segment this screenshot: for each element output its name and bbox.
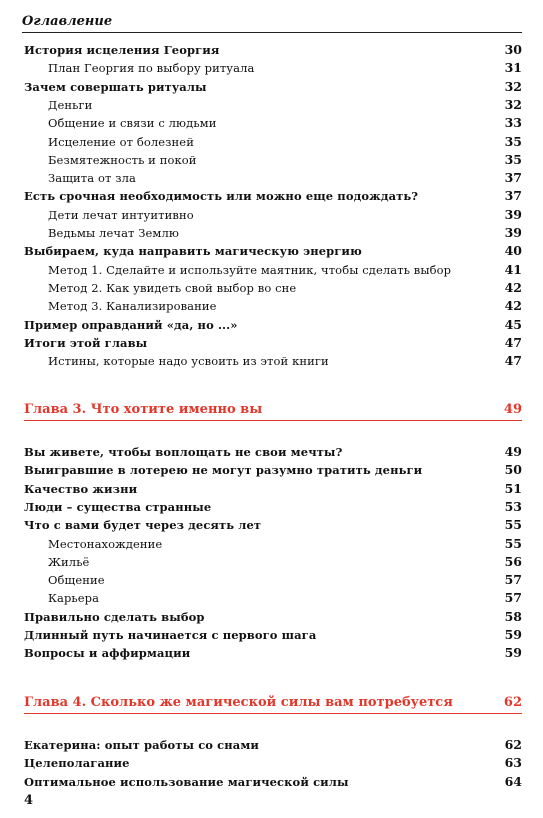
toc-entry-label: Целеполагание (24, 756, 130, 771)
toc-entry-page: 58 (504, 608, 522, 624)
toc-entry-page: 42 (504, 298, 522, 314)
toc-entry-label: История исцеления Георгия (24, 43, 220, 57)
toc-entry-label: Истины, которые надо усвоить из этой книги (48, 354, 329, 369)
toc-entry[interactable] (24, 626, 522, 644)
toc-entry[interactable] (24, 41, 522, 59)
chapter-page: 62 (503, 695, 522, 710)
toc-subentry[interactable] (48, 571, 522, 589)
toc-entry-page: 50 (504, 462, 522, 478)
toc-entry-label: Зачем совершать ритуалы (24, 79, 207, 94)
toc-entry-page: 57 (504, 590, 522, 606)
toc-subentry[interactable] (48, 151, 522, 169)
toc-entry-label: Жильё (48, 554, 90, 569)
toc-header (22, 10, 522, 33)
page-number: 4 (24, 793, 34, 808)
toc-entry[interactable] (24, 334, 522, 352)
toc-entry-page: 57 (504, 572, 522, 588)
toc-entry-label: Пример оправданий «да, но ...» (24, 317, 238, 332)
toc-entry-label: Общение (48, 573, 105, 588)
toc-entry-page: 51 (504, 480, 522, 496)
toc-subentry[interactable] (48, 279, 522, 297)
toc-entry-label: Выбираем, куда направить магическую энергию (24, 244, 362, 259)
toc-entry[interactable] (24, 461, 522, 479)
toc-entry-page: 31 (504, 60, 522, 76)
toc-entry-page: 55 (504, 535, 522, 551)
toc-entry-label: Качество жизни (24, 481, 138, 496)
toc-entry-page: 49 (504, 444, 522, 459)
toc-subentry[interactable] (48, 114, 522, 132)
toc-entry-page: 63 (504, 755, 522, 771)
toc-entry[interactable] (24, 736, 522, 754)
toc-entry[interactable] (24, 242, 522, 260)
toc-subentry[interactable] (48, 553, 522, 571)
toc-subentry[interactable] (48, 261, 522, 279)
chapter-page: 49 (503, 402, 522, 417)
toc-entry-page: 37 (504, 188, 522, 204)
toc-entry-label: Люди – существа странные (24, 499, 212, 514)
toc-subentry[interactable] (48, 535, 522, 553)
toc-entry-page: 35 (504, 133, 522, 149)
toc-subentry[interactable] (48, 59, 522, 77)
toc-entry[interactable] (24, 516, 522, 534)
toc-entry-page: 55 (504, 517, 522, 533)
chapter-label: Глава 4. Сколько же магической силы вам потребуется (24, 695, 453, 710)
toc-entry-label: Правильно сделать выбор (24, 609, 205, 624)
toc-entry-label: Что с вами будет через десять лет (24, 518, 262, 533)
toc-subentry[interactable] (48, 133, 522, 151)
toc-subentry[interactable] (48, 169, 522, 187)
toc-entry-label: Метод 1. Сделайте и используйте маятник, чтобы сделать выбор (48, 262, 452, 277)
toc-entry-label: Деньги (48, 97, 93, 112)
toc-subentry[interactable] (48, 224, 522, 242)
toc-entry-label: Итоги этой главы (24, 335, 148, 350)
toc-entry-page: 40 (504, 243, 522, 259)
toc-entry-page: 47 (504, 334, 522, 350)
toc-entry-page: 42 (504, 279, 522, 295)
toc-entry-label: Выигравшие в лотерею не могут разумно тратить деньги (24, 463, 423, 478)
toc-entry-page: 35 (504, 151, 522, 167)
toc-entry-page: 32 (504, 78, 522, 94)
toc-entry-page: 33 (504, 115, 522, 131)
toc-entry-label: Карьера (48, 591, 100, 606)
toc-subentry[interactable] (48, 206, 522, 224)
toc-entry[interactable] (24, 608, 522, 626)
toc-entry-label: Ведьмы лечат Землю (48, 226, 179, 240)
toc-subentry[interactable] (48, 297, 522, 315)
toc-entry-label: Дети лечат интуитивно (48, 207, 194, 222)
toc-entry-label: Вопросы и аффирмации (24, 646, 191, 661)
toc-entry-label: Метод 2. Как увидеть свой выбор во сне (48, 280, 297, 295)
chapter-heading[interactable] (24, 400, 522, 421)
toc-entry[interactable] (24, 443, 522, 461)
toc-entry-page: 59 (504, 645, 522, 661)
toc-entry-label: Длинный путь начинается с первого шага (24, 628, 317, 642)
chapter-heading[interactable] (24, 693, 522, 714)
toc-entry-page: 30 (504, 42, 522, 57)
toc-entry-page: 37 (504, 170, 522, 186)
toc-entry-page: 39 (504, 225, 522, 240)
toc-entry[interactable] (24, 316, 522, 334)
toc-entry-label: Метод 3. Канализирование (48, 299, 217, 314)
toc-entry-page: 41 (504, 261, 522, 277)
toc-entry-page: 45 (504, 316, 522, 332)
toc-entry-label: Общение и связи с людьми (48, 116, 217, 131)
toc-entry-label: Исцеление от болезней (48, 134, 194, 149)
toc-subentry[interactable] (48, 352, 522, 370)
toc-entry-page: 59 (504, 627, 522, 642)
toc-entry[interactable] (24, 773, 522, 791)
toc-entry-page: 62 (504, 737, 522, 752)
toc-entry[interactable] (24, 187, 522, 205)
toc-entry-label: Оптимальное использование магической силы (24, 774, 349, 789)
toc-title: Оглавление (22, 14, 113, 29)
toc-subentry[interactable] (48, 96, 522, 114)
toc-subentry[interactable] (48, 589, 522, 607)
toc-entry[interactable] (24, 480, 522, 498)
toc-entry-label: План Георгия по выбору ритуала (48, 61, 255, 76)
toc-entry-label: Есть срочная необходимость или можно еще подождать? (24, 189, 419, 204)
toc-entry[interactable] (24, 644, 522, 662)
toc-entry-page: 32 (504, 96, 522, 112)
toc-entry-page: 53 (504, 498, 522, 514)
toc-entry-page: 56 (504, 553, 522, 569)
toc-entry-label: Екатерина: опыт работы со снами (24, 738, 260, 752)
toc-entry[interactable] (24, 754, 522, 772)
toc-entry-page: 64 (504, 773, 522, 789)
toc-entry-label: Безмятежность и покой (48, 152, 197, 167)
toc-entry-page: 39 (504, 206, 522, 222)
toc-entry-label: Вы живете, чтобы воплощать не свои мечты? (24, 445, 343, 459)
toc-entry-page: 47 (504, 353, 522, 369)
toc-entry[interactable] (24, 78, 522, 96)
toc-entry-label: Местонахождение (48, 536, 163, 551)
toc-entry-label: Защита от зла (48, 171, 136, 186)
toc-entry[interactable] (24, 498, 522, 516)
chapter-label: Глава 3. Что хотите именно вы (24, 402, 263, 417)
